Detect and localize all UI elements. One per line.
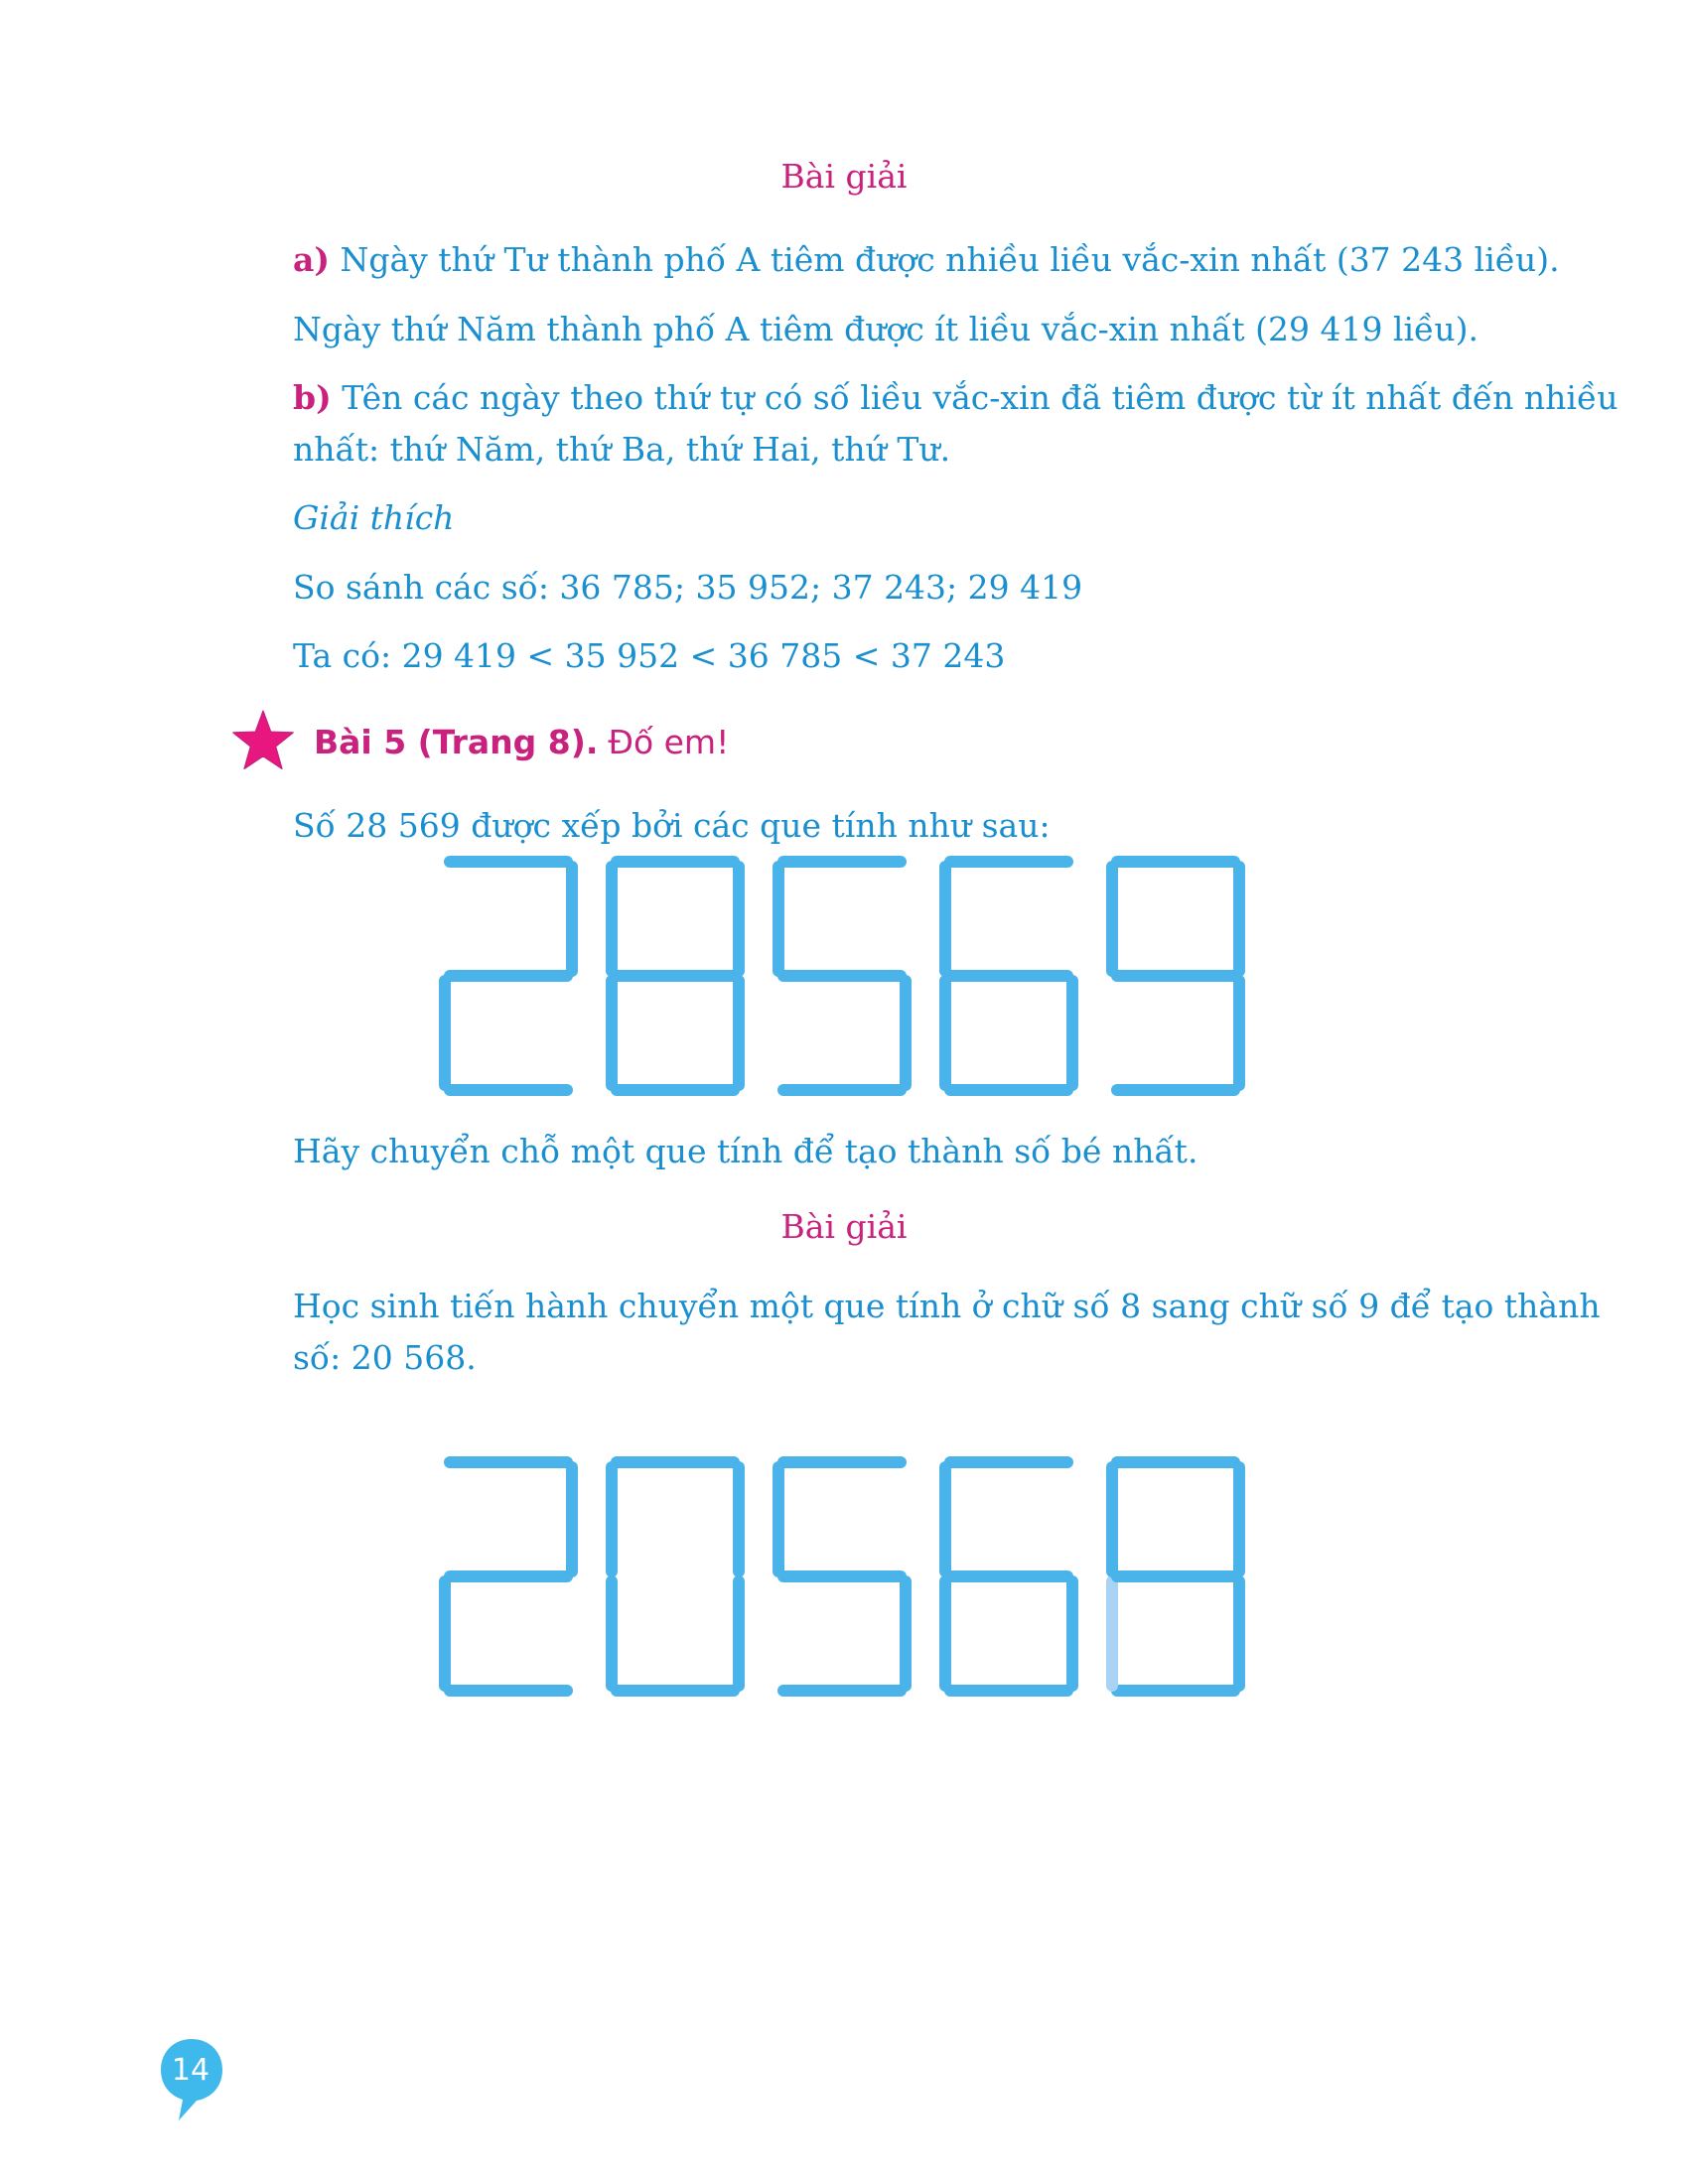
answer-a-line1 xyxy=(293,234,1560,286)
exercise-title: Bài 5 (Trang 8). xyxy=(314,722,599,761)
answer-line2: số: 20 568. xyxy=(293,1338,477,1377)
star-icon xyxy=(226,707,300,776)
matchstick-number-result xyxy=(0,1444,1688,1712)
answer-b-text: Tên các ngày theo thứ tự có số liều vắc-xin đã tiêm được từ ít nhất đến nhiều xyxy=(331,378,1618,417)
matchstick-number-original xyxy=(0,844,1688,1112)
exercise-subtitle: Đố em! xyxy=(608,722,730,761)
page-number: 14 xyxy=(171,2053,211,2088)
result-line: Ta có: 29 419 < 35 952 < 36 785 < 37 243 xyxy=(293,636,1006,675)
compare-line: So sánh các số: 36 785; 35 952; 37 243; 29 419 xyxy=(293,568,1083,607)
answer-line1: Học sinh tiến hành chuyển một que tính ở chữ số 8 sang chữ số 9 để tạo thành xyxy=(293,1287,1601,1325)
explain-title: Giải thích xyxy=(293,498,455,537)
solution-title-2: Bài giải xyxy=(780,1207,908,1246)
answer-a-text: Ngày thứ Tư thành phố A tiêm được nhiều liều vắc-xin nhất (37 243 liều). xyxy=(330,240,1560,279)
exercise-intro: Số 28 569 được xếp bởi các que tính như sau: xyxy=(293,806,1051,845)
label-b: b) xyxy=(293,378,332,417)
answer-b-line2: nhất: thứ Năm, thứ Ba, thứ Hai, thứ Tư. xyxy=(293,430,951,469)
label-a: a) xyxy=(293,240,330,279)
solution-title: Bài giải xyxy=(780,157,908,196)
exercise-question: Hãy chuyển chỗ một que tính để tạo thành số bé nhất. xyxy=(293,1132,1198,1170)
answer-a-line2: Ngày thứ Năm thành phố A tiêm được ít liều vắc-xin nhất (29 419 liều). xyxy=(293,310,1478,348)
exercise-5-heading xyxy=(226,707,729,776)
answer-b-line1 xyxy=(293,372,1618,424)
